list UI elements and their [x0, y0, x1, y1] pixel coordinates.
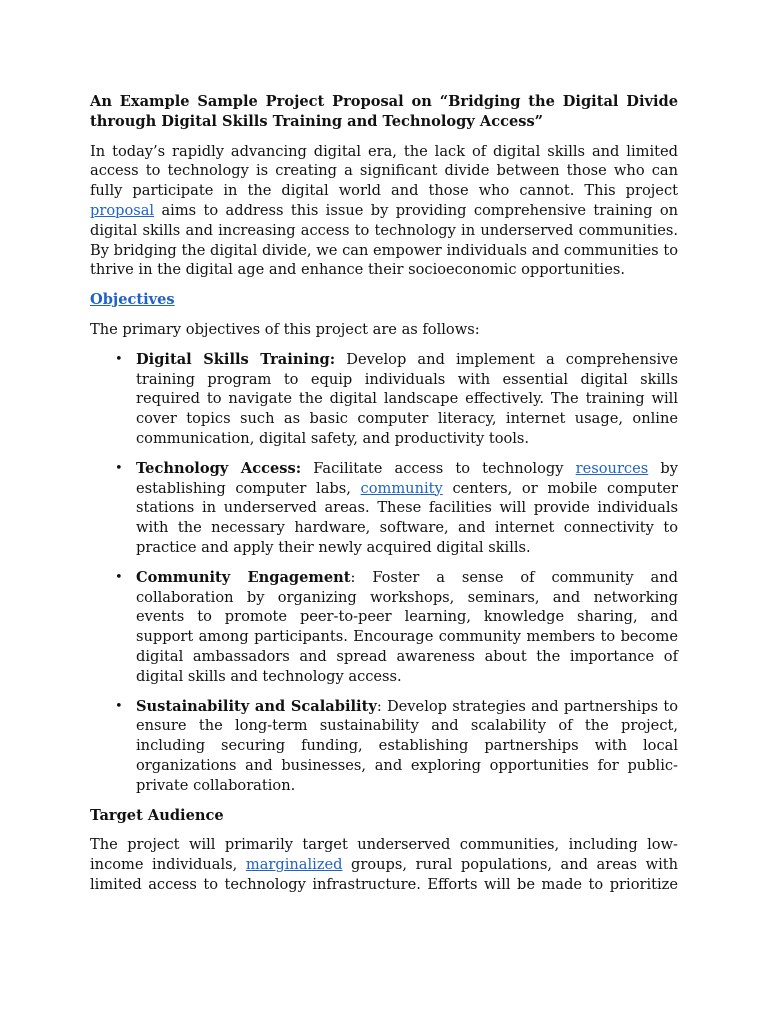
- target-text-start: The project will primarily target underserved communities, including low-income individuals,: [90, 836, 678, 874]
- intro-paragraph: [90, 142, 678, 281]
- objective-title: Community Engagement: [136, 568, 351, 586]
- objective-title: Digital Skills Training:: [136, 350, 336, 368]
- objective-text: Facilitate access to technology: [301, 459, 576, 477]
- target-text-end: groups, rural populations, and areas with limited access to technology infrastructure. Efforts will be made to prioritize: [90, 856, 678, 893]
- community-link[interactable]: community: [360, 479, 443, 497]
- list-item: [115, 350, 678, 449]
- objective-text: by establishing computer labs,: [136, 459, 678, 497]
- document-title: An Example Sample Project Proposal on “Bridging the Digital Divide through Digital Skills Training and Technology Access”: [90, 93, 678, 130]
- objective-text: Develop and implement a comprehensive training program to equip individuals with essential digital skills required to navigate the digital landscape effectively. The training will cover topics such as basic computer literacy, internet usage, online communication, digital safety, and productivity tools.: [136, 350, 678, 447]
- marginalized-link[interactable]: marginalized: [245, 856, 343, 874]
- document-body: [90, 92, 678, 895]
- bullet-icon: •: [115, 569, 123, 585]
- bullet-icon: •: [115, 698, 123, 714]
- list-item: [115, 459, 678, 558]
- resources-link[interactable]: resources: [575, 459, 649, 477]
- objective-text: : Develop strategies and partnerships to ensure the long-term sustainability and scalability of the project, including securing funding, establishing partnerships with local organizations and businesses, and exploring opportunities for public-private collaboration.: [136, 697, 678, 794]
- proposal-link[interactable]: proposal: [90, 201, 155, 219]
- intro-text-end: aims to address this issue by providing comprehensive training on digital skills and increasing access to technology in underserved communities. By bridging the digital divide, we can empower individuals and communities to thrive in the digital age and enhance their socioeconomic opportunities.: [90, 201, 678, 279]
- list-item: [115, 697, 678, 796]
- list-item: [115, 568, 678, 687]
- bullet-icon: •: [115, 351, 123, 367]
- objective-text: centers, or mobile computer stations in underserved areas. These facilities will provide individuals with the necessary hardware, software, and internet connectivity to practice and apply their newly acquired digital skills.: [136, 479, 678, 556]
- objectives-list: [90, 350, 678, 796]
- objective-title: Technology Access:: [136, 459, 302, 477]
- intro-text-start: In today’s rapidly advancing digital era, the lack of digital skills and limited access to technology is creating a significant divide between those who can fully participate in the digital world and those who cannot. This project: [90, 142, 678, 200]
- target-paragraph: [90, 835, 678, 894]
- bullet-icon: •: [115, 460, 123, 476]
- objectives-heading-link[interactable]: Objectives: [90, 291, 175, 309]
- target-audience-heading: Target Audience: [90, 806, 224, 824]
- objectives-intro: The primary objectives of this project are as follows:: [90, 320, 480, 338]
- objective-title: Sustainability and Scalability: [136, 697, 377, 715]
- objective-text: : Foster a sense of community and collaboration by organizing workshops, seminars, and networking events to promote peer-to-peer learning, knowledge sharing, and support among participants. Encourage community members to become digital ambassadors and spread awareness about the importance of digital skills and technology access.: [136, 568, 678, 685]
